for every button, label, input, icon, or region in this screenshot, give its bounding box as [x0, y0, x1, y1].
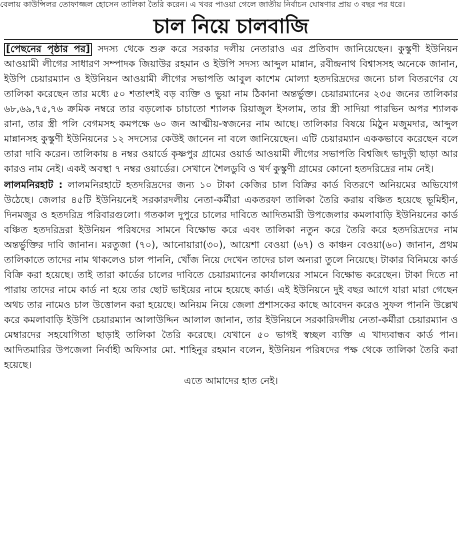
paragraph-text: সদস্য থেকে শুরু করে সরকার দলীয় নেতারাও এর প্রতিবাদ জানিয়েছেন। কুস্কুণী ইউনিয়ন আওয়ামী লীগের সাধারণ সম্পাদক জিয়াউর রহমান ও ইউপি সদস্য আব্দুল মান্নান, রবীন্দ্রনাথ বিশ্বাসসহ অনেকে জানান, ইউপি চেয়ারম্যান ও ইউনিয়ন আওয়ামী লীগের সভাপতি আবুল কাশেম মোল্যা হতদরিদ্রদের জন্যে চাল বিতরণের যে তালিকা করেছেন তার মধ্যে ৫০ শতাংশই বড় ব্যক্তি ও ভুয়া নাম ঠিকানা অন্তর্ভুক্ত। চেয়ারম্যানের ২৩৫ জনের তালিকার ৬৮,৬৯,৭৫,৭৬ ক্রমিক নম্বরে তার বড়লোক চাচাতো শ্যালক রিয়াজুল ইসলাম, তার স্ত্রী সাদিয়া পারভিন অপর শ্যালক রানা, তার স্ত্রী পলি বেগমসহ কমপক্ষে ৬০ জন আত্মীয়-স্বজনের নাম আছে। তালিকার বিষয়ে মিঠুন মজুমদার, আব্দুল মান্নানসহ কুস্কুণী ইউনিয়নের ১২ সদস্যের কেউই জানেন না বলে জানিয়েছেন। এটি চেয়ারম্যান এককভাবে করেছেন বলে তারা দাবি করেন। তালিকায় ৪ নম্বর ওয়ার্ডে কৃষ্ণপুর গ্রামের ওয়ার্ড আওয়ামী লীগের সভাপতি বিশ্বজিৎ ভাদুড়ী ছাড়া আর কারও নাম নেই। একই অবস্থা ৭ নম্বর ওয়ার্ডের। সেখানে শৈলডুবি ও খর্দ কুস্কুণী গ্রামের কোনো হতদরিদ্রের নাম নেই। — [4, 44, 458, 175]
continuation-tag: [পেছনের পৃষ্ঠার পর] — [6, 44, 91, 55]
headline-rule — [4, 39, 458, 40]
dateline: লালমনিরহাট : — [4, 180, 63, 191]
previous-article-fragment: বেলায় কাউন্সিলর তোফাজ্জল হোসেন তালিকা তৈরি করেন। এ খবর পাওয়া গেলে জাতীয় নির্বাচন ঘোষণার প্রায় ৩ বছর পর ধরে। — [0, 0, 406, 9]
article-body — [4, 42, 458, 556]
paragraph-continued — [4, 42, 458, 177]
paragraph-lalmonirhat — [4, 178, 458, 373]
article-headline: চাল নিয়ে চালবাজি — [153, 14, 309, 38]
paragraph-text: লালমনিরহাটে হতদরিদ্রদের জন্য ১০ টাকা কেজির চাল বিক্রির কার্ড বিতরণে অনিয়মের অভিযোগ উঠেছে। জেলার ৪৫টি ইউনিয়নেই সরকারদলীয় নেতা-কর্মীরা একতরফা তালিকা তৈরি করায় বঞ্চিত হয়েছে ভূমিহীন, দিনমজুর ও হতদরিদ্র পরিবারগুলো। গতকাল দুপুরে চালের দাবিতে আদিতমারী উপজেলার কমলাবাড়ি ইউনিয়নের কার্ড বঞ্চিত হতদরিদ্ররা ইউনিয়ন পরিষদের সামনে বিক্ষোভ করে এবং তালিকা নতুন করে তৈরি করে হতদরিদ্রদের নাম অন্তর্ভুক্তির দাবি জানান। মরতুজা (৭০), আনোয়ারা(৩০), আয়েশা বেওয়া (৬৭) ও কাঞ্চন বেওয়া(৬০) জানান, প্রথম তালিকাতে তাদের নাম থাকলেও চাল পাননি, খোঁজ নিয়ে দেখেন তাদের চাল অন্যরা তুলে নিয়েছে। টাকার বিনিময়ে কার্ড বিক্রি করা হয়েছে। তাই তারা কার্ডের চালের দাবিতে চেয়ারম্যানের কার্যালয়ের সামনে বিক্ষোভ করেছেন। টাকা দিতে না পারায় তাদের নামে কার্ড না হয়ে তার ছোট ভাইয়ের নামে হয়েছে কার্ড। এই ইউনিয়নে দুই বছর আগে যারা মারা গেছেন অথচ তার নামেও চাল উত্তোলন করা হয়েছে। অনিয়ম নিয়ে জেলা প্রশাসকের কাছে আবেদন করেও সুফল পাননি উল্লেখ করে কমলাবাড়ি ইউপি চেয়ারম্যান আলাউদ্দিন আলাল জানান, তার ইউনিয়নে সরকারিদলীয় নেতা-কর্মীরা চেয়ারম্যান ও মেম্বারদের সহযোগিতা ছাড়াই তালিকা তৈরি করেছে। যেখানে ৫০ ভাগই স্বচ্ছল ব্যক্তি এ খাদ্যবান্ধব কার্ড পান। আদিতমারির উপজেলা নির্বাহী অফিসার মো. শাহিনুর রহমান বলেন, ইউনিয়ন পরিষদের পক্ষ থেকে তালিকা তৈরি করা হয়েছে। — [4, 180, 458, 371]
closing-line: এতে আমাদের হাত নেই। — [183, 376, 279, 387]
